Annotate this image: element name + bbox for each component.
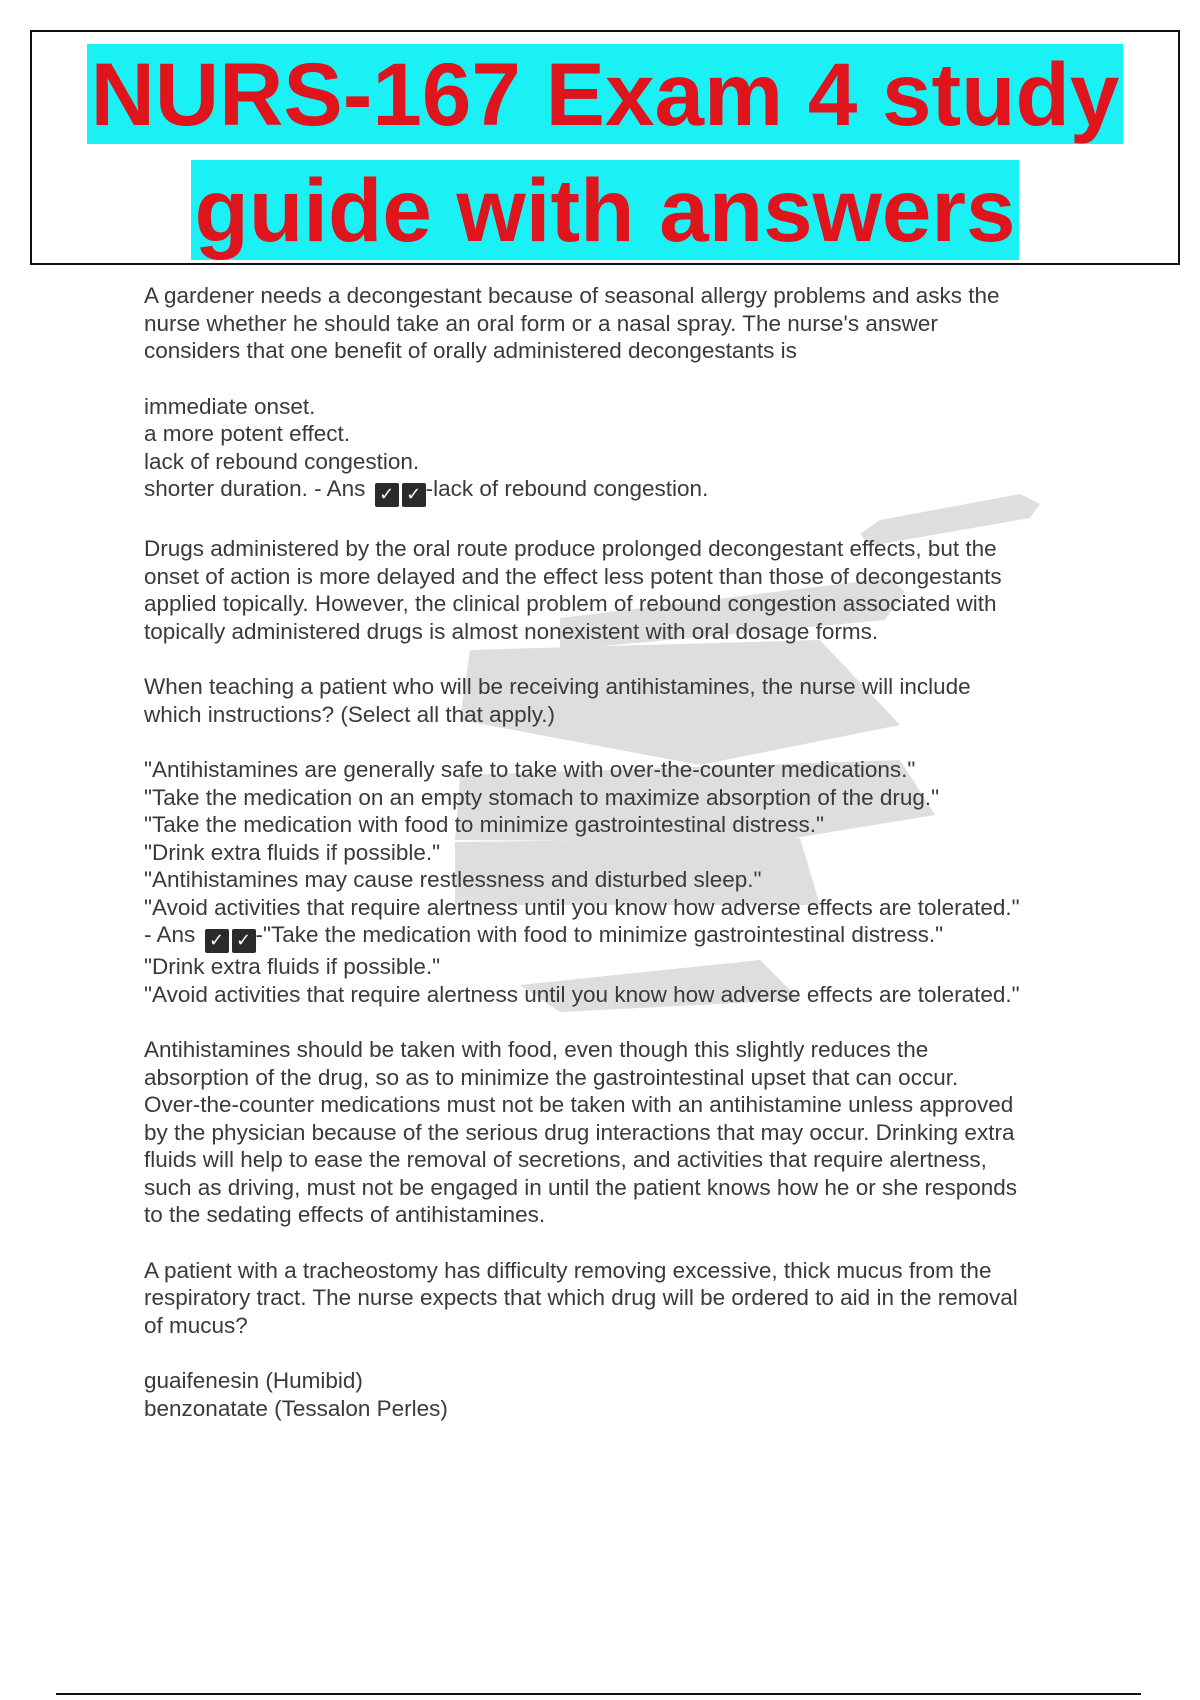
document-title-box: [30, 30, 1180, 265]
question-1-rationale: [144, 535, 1084, 645]
answer-text: -"Take the medication with food to minimize gastrointestinal distress.": [255, 922, 944, 947]
question-1-options: [144, 393, 1084, 508]
document-title: [32, 32, 1178, 268]
stem-line: considers that one benefit of orally administered decongestants is: [144, 338, 797, 363]
rationale-line: Antihistamines should be taken with food, even though this slightly reduces the: [144, 1037, 929, 1062]
question-2-stem: [144, 673, 1084, 728]
stem-line: When teaching a patient who will be receiving antihistamines, the nurse will include: [144, 674, 971, 699]
answer-line: [144, 475, 1084, 507]
option-line: "Take the medication with food to minimize gastrointestinal distress.": [144, 812, 825, 837]
rationale-line: by the physician because of the serious drug interactions that may occur. Drinking extra: [144, 1119, 1015, 1145]
rationale-line: topically administered drugs is almost nonexistent with oral dosage forms.: [144, 618, 879, 644]
option-line: guaifenesin (Humibid): [144, 1368, 363, 1393]
option-line: immediate onset.: [144, 393, 316, 419]
rationale-line: Over-the-counter medications must not be taken with an antihistamine unless approved: [144, 1092, 1014, 1117]
stem-line: which instructions? (Select all that apply.): [144, 701, 556, 727]
footer-divider: [56, 1693, 1141, 1695]
stem-line: of mucus?: [144, 1312, 248, 1338]
question-3-options: [144, 1367, 1084, 1422]
checkmark-icon: ✓: [402, 483, 426, 507]
stem-line: respiratory tract. The nurse expects that which drug will be ordered to aid in the removal: [144, 1285, 1018, 1310]
option-line: "Drink extra fluids if possible.": [144, 839, 441, 865]
title-line-1: NURS-167 Exam 4 study: [87, 44, 1124, 144]
answer-line: [144, 921, 1084, 953]
option-line: lack of rebound congestion.: [144, 448, 420, 474]
stem-line: A patient with a tracheostomy has difficulty removing excessive, thick mucus from the: [144, 1257, 992, 1283]
rationale-line: fluids will help to ease the removal of secretions, and activities that require alertness,: [144, 1147, 987, 1172]
question-2-options: [144, 756, 1084, 1008]
stem-line: nurse whether he should take an oral form or a nasal spray. The nurse's answer: [144, 310, 938, 336]
rationale-line: such as driving, must not be engaged in until the patient knows how he or she responds: [144, 1174, 1018, 1200]
stem-line: A gardener needs a decongestant because of seasonal allergy problems and asks the: [144, 283, 1000, 308]
question-2-rationale: [144, 1036, 1084, 1229]
answer-prefix: shorter duration. - Ans: [144, 476, 366, 501]
checkmark-icon: ✓: [205, 929, 229, 953]
checkmark-icon: ✓: [375, 483, 399, 507]
question-1-stem: [144, 282, 1084, 365]
option-line: "Avoid activities that require alertness until you know how adverse effects are tolerated.": [144, 894, 1020, 920]
document-body: [144, 282, 1084, 1450]
question-3-stem: [144, 1257, 1084, 1340]
answer-prefix: - Ans: [144, 922, 196, 947]
option-line: benzonatate (Tessalon Perles): [144, 1395, 448, 1421]
answer-line: "Drink extra fluids if possible.": [144, 954, 441, 979]
rationale-line: Drugs administered by the oral route produce prolonged decongestant effects, but the: [144, 536, 997, 561]
option-line: a more potent effect.: [144, 421, 350, 446]
rationale-line: to the sedating effects of antihistamines.: [144, 1202, 546, 1227]
rationale-line: applied topically. However, the clinical problem of rebound congestion associated with: [144, 591, 997, 616]
rationale-line: onset of action is more delayed and the effect less potent than those of decongestants: [144, 563, 1002, 589]
answer-text: -lack of rebound congestion.: [425, 476, 709, 501]
answer-line: "Avoid activities that require alertness until you know how adverse effects are tolerated.": [144, 981, 1020, 1007]
option-line: "Antihistamines may cause restlessness and disturbed sleep.": [144, 867, 762, 892]
checkmark-icon: ✓: [232, 929, 256, 953]
rationale-line: absorption of the drug, so as to minimize the gastrointestinal upset that can occur.: [144, 1064, 959, 1090]
title-line-2: guide with answers: [191, 160, 1020, 260]
option-line: "Take the medication on an empty stomach to maximize absorption of the drug.": [144, 784, 940, 810]
option-line: "Antihistamines are generally safe to take with over-the-counter medications.": [144, 757, 916, 782]
